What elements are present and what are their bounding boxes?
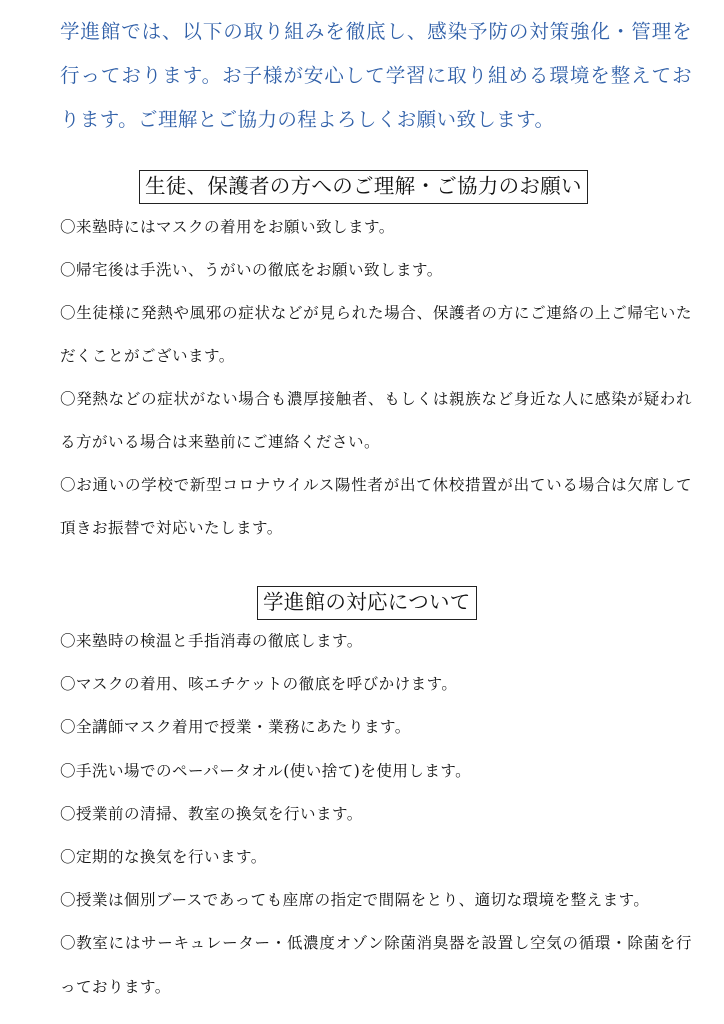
list-item: 〇お通いの学校で新型コロナウイルス陽性者が出て休校措置が出ている場合は欠席して頂きお振替で対応いたします。 — [60, 476, 692, 537]
list-item: 〇来塾時にはマスクの着用をお願い致します。 — [60, 218, 395, 236]
list-item: 〇生徒様に発熱や風邪の症状などが見られた場合、保護者の方にご連絡の上ご帰宅いただくことがございます。 — [60, 304, 692, 365]
request-list — [60, 206, 692, 550]
list-item: 〇授業前の清掃、教室の換気を行います。 — [60, 804, 363, 823]
measures-list — [60, 620, 692, 1009]
section-title-request: 生徒、保護者の方へのご理解・ご協力のお願い — [139, 170, 588, 204]
list-item: 〇手洗い場でのペーパータオル(使い捨て)を使用します。 — [60, 761, 472, 780]
list-item: 〇マスクの着用、咳エチケットの徹底を呼びかけます。 — [60, 675, 458, 694]
intro-paragraph: 学進館では、以下の取り組みを徹底し、感染予防の対策強化・管理を行っております。お子様が安心して学習に取り組める環境を整えております。ご理解とご協力の程よろしくお願い致します。 — [60, 20, 692, 131]
list-item: 〇定期的な換気を行います。 — [60, 848, 267, 867]
section-title-measures: 学進館の対応について — [257, 586, 477, 620]
list-item: 〇来塾時の検温と手指消毒の徹底します。 — [60, 632, 363, 650]
list-item: 〇全講師マスク着用で授業・業務にあたります。 — [60, 718, 411, 737]
list-item: 〇教室にはサーキュレーター・低濃度オゾン除菌消臭器を設置し空気の循環・除菌を行っております。 — [60, 934, 692, 996]
list-item: 〇帰宅後は手洗い、うがいの徹底をお願い致します。 — [60, 261, 443, 279]
list-item: 〇発熱などの症状がない場合も濃厚接触者、もしくは親族など身近な人に感染が疑われる方がいる場合は来塾前にご連絡ください。 — [60, 390, 692, 451]
list-item: 〇授業は個別ブースであっても座席の指定で間隔をとり、適切な環境を整えます。 — [60, 891, 650, 910]
